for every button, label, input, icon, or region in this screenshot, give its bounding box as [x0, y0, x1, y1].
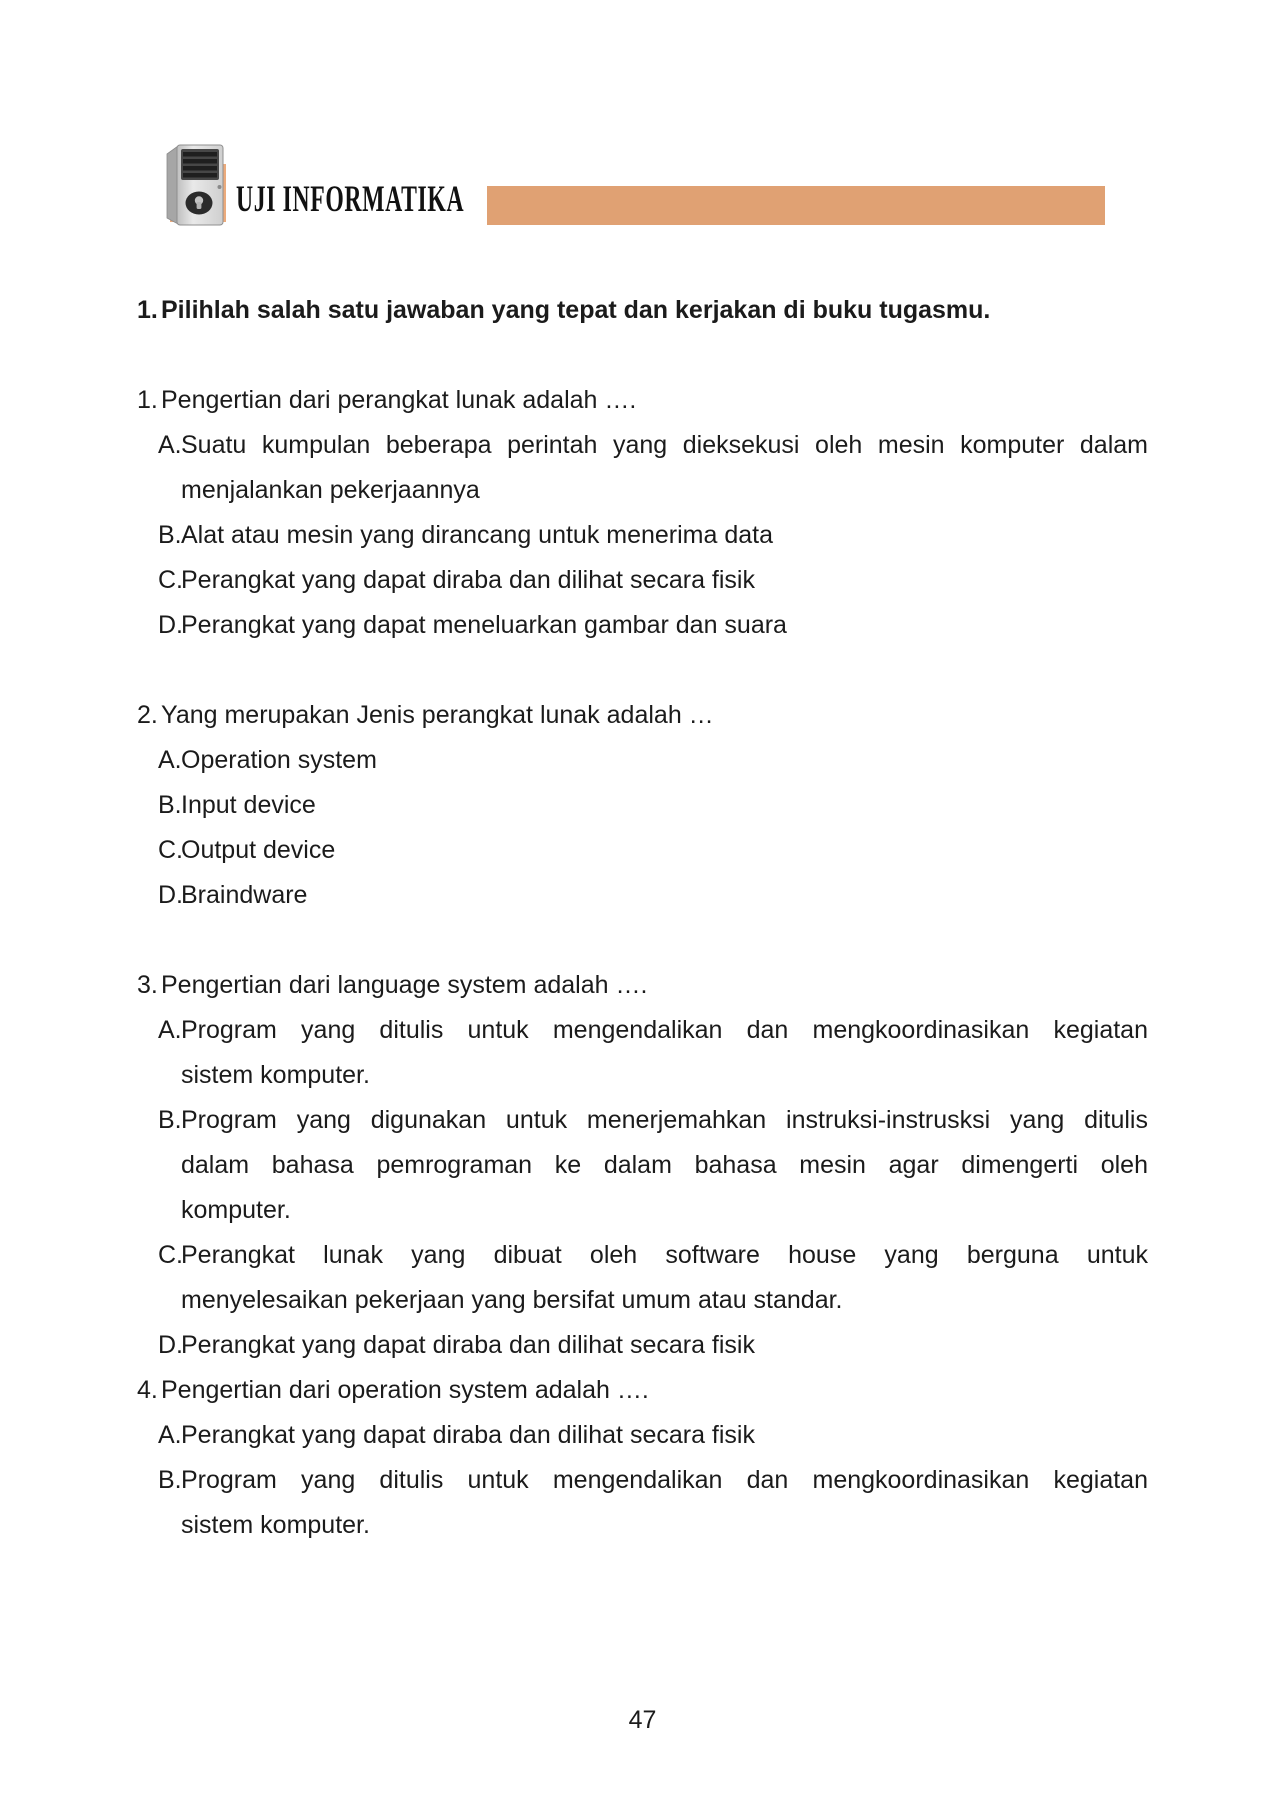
options-list — [158, 1413, 1148, 1548]
option-b — [158, 1098, 1148, 1233]
question-line — [137, 693, 1148, 738]
question-2 — [137, 693, 1148, 918]
spacer — [137, 918, 1148, 963]
option-b — [158, 1458, 1148, 1548]
option-letter: A. — [158, 1421, 182, 1449]
option-line: Braindware — [181, 881, 308, 909]
option-letter: C. — [158, 566, 183, 594]
option-line: komputer. — [181, 1196, 291, 1224]
option-d — [158, 873, 1148, 918]
option-letter: B. — [158, 521, 182, 549]
page-number: 47 — [628, 1706, 657, 1734]
option-letter: C. — [158, 1241, 183, 1269]
option-line: Operation system — [181, 746, 377, 774]
options-list — [158, 1008, 1148, 1368]
option-letter: B. — [158, 791, 182, 819]
question-text: Yang merupakan Jenis perangkat lunak adalah … — [161, 701, 714, 729]
options-list — [158, 423, 1148, 648]
option-a — [158, 1413, 1148, 1458]
option-a — [158, 423, 1148, 513]
option-letter: A. — [158, 1016, 182, 1044]
option-letter: C. — [158, 836, 183, 864]
option-letter: D. — [158, 611, 183, 639]
option-line: Program yang ditulis untuk mengendalikan dan mengkoordinasikan kegiatan — [181, 1016, 1148, 1044]
option-line: Perangkat yang dapat diraba dan dilihat secara fisik — [181, 566, 755, 594]
option-letter: A. — [158, 431, 182, 459]
option-c — [158, 558, 1148, 603]
question-text: Pengertian dari language system adalah …. — [161, 971, 648, 999]
computer-tower-icon — [162, 143, 228, 227]
option-line: Alat atau mesin yang dirancang untuk menerima data — [181, 521, 774, 549]
question-3 — [137, 963, 1148, 1368]
option-a — [158, 1008, 1148, 1098]
option-line: menyelesaikan pekerjaan yang bersifat umum atau standar. — [181, 1286, 843, 1314]
question-number: 4. — [137, 1376, 158, 1404]
question-number: 1. — [137, 386, 158, 414]
option-b — [158, 783, 1148, 828]
question-4 — [137, 1368, 1148, 1548]
question-1 — [137, 378, 1148, 648]
question-number: 3. — [137, 971, 158, 999]
option-line: Suatu kumpulan beberapa perintah yang dieksekusi oleh mesin komputer dalam — [181, 431, 1148, 459]
option-c — [158, 828, 1148, 873]
option-letter: B. — [158, 1466, 182, 1494]
option-c — [158, 1233, 1148, 1323]
spacer — [137, 333, 1148, 378]
question-line — [137, 963, 1148, 1008]
option-line: menjalankan pekerjaannya — [181, 476, 480, 504]
question-text: Pengertian dari perangkat lunak adalah …. — [161, 386, 637, 414]
instruction-line — [137, 288, 1148, 333]
options-list — [158, 738, 1148, 918]
question-text: Pengertian dari operation system adalah …. — [161, 1376, 649, 1404]
option-line: Perangkat yang dapat diraba dan dilihat secara fisik — [181, 1421, 755, 1449]
option-a — [158, 738, 1148, 783]
option-line: Input device — [181, 791, 316, 819]
option-line: dalam bahasa pemrograman ke dalam bahasa mesin agar dimengerti oleh — [181, 1151, 1148, 1179]
option-line: Program yang ditulis untuk mengendalikan dan mengkoordinasikan kegiatan — [181, 1466, 1148, 1494]
instruction-number: 1. — [137, 296, 158, 324]
test-body — [137, 288, 1148, 1548]
option-line: Perangkat yang dapat meneluarkan gambar dan suara — [181, 611, 787, 639]
option-line: sistem komputer. — [181, 1061, 370, 1089]
option-line: Program yang digunakan untuk menerjemahkan instruksi-instrusksi yang ditulis — [181, 1106, 1148, 1134]
question-number: 2. — [137, 701, 158, 729]
instruction-text: Pilihlah salah satu jawaban yang tepat dan kerjakan di buku tugasmu. — [161, 296, 991, 324]
option-letter: B. — [158, 1106, 182, 1134]
spacer — [137, 648, 1148, 693]
question-line — [137, 1368, 1148, 1413]
option-line: Perangkat lunak yang dibuat oleh software house yang berguna untuk — [181, 1241, 1148, 1269]
option-d — [158, 603, 1148, 648]
option-line: Perangkat yang dapat diraba dan dilihat secara fisik — [181, 1331, 755, 1359]
page-title: UJI INFORMATIKA — [236, 179, 465, 220]
option-letter: A. — [158, 746, 182, 774]
option-letter: D. — [158, 1331, 183, 1359]
header-bar — [487, 186, 1105, 225]
question-line — [137, 378, 1148, 423]
option-line: Output device — [181, 836, 336, 864]
option-letter: D. — [158, 881, 183, 909]
option-d — [158, 1323, 1148, 1368]
option-line: sistem komputer. — [181, 1511, 370, 1539]
option-b — [158, 513, 1148, 558]
header-icon-group — [150, 140, 242, 232]
